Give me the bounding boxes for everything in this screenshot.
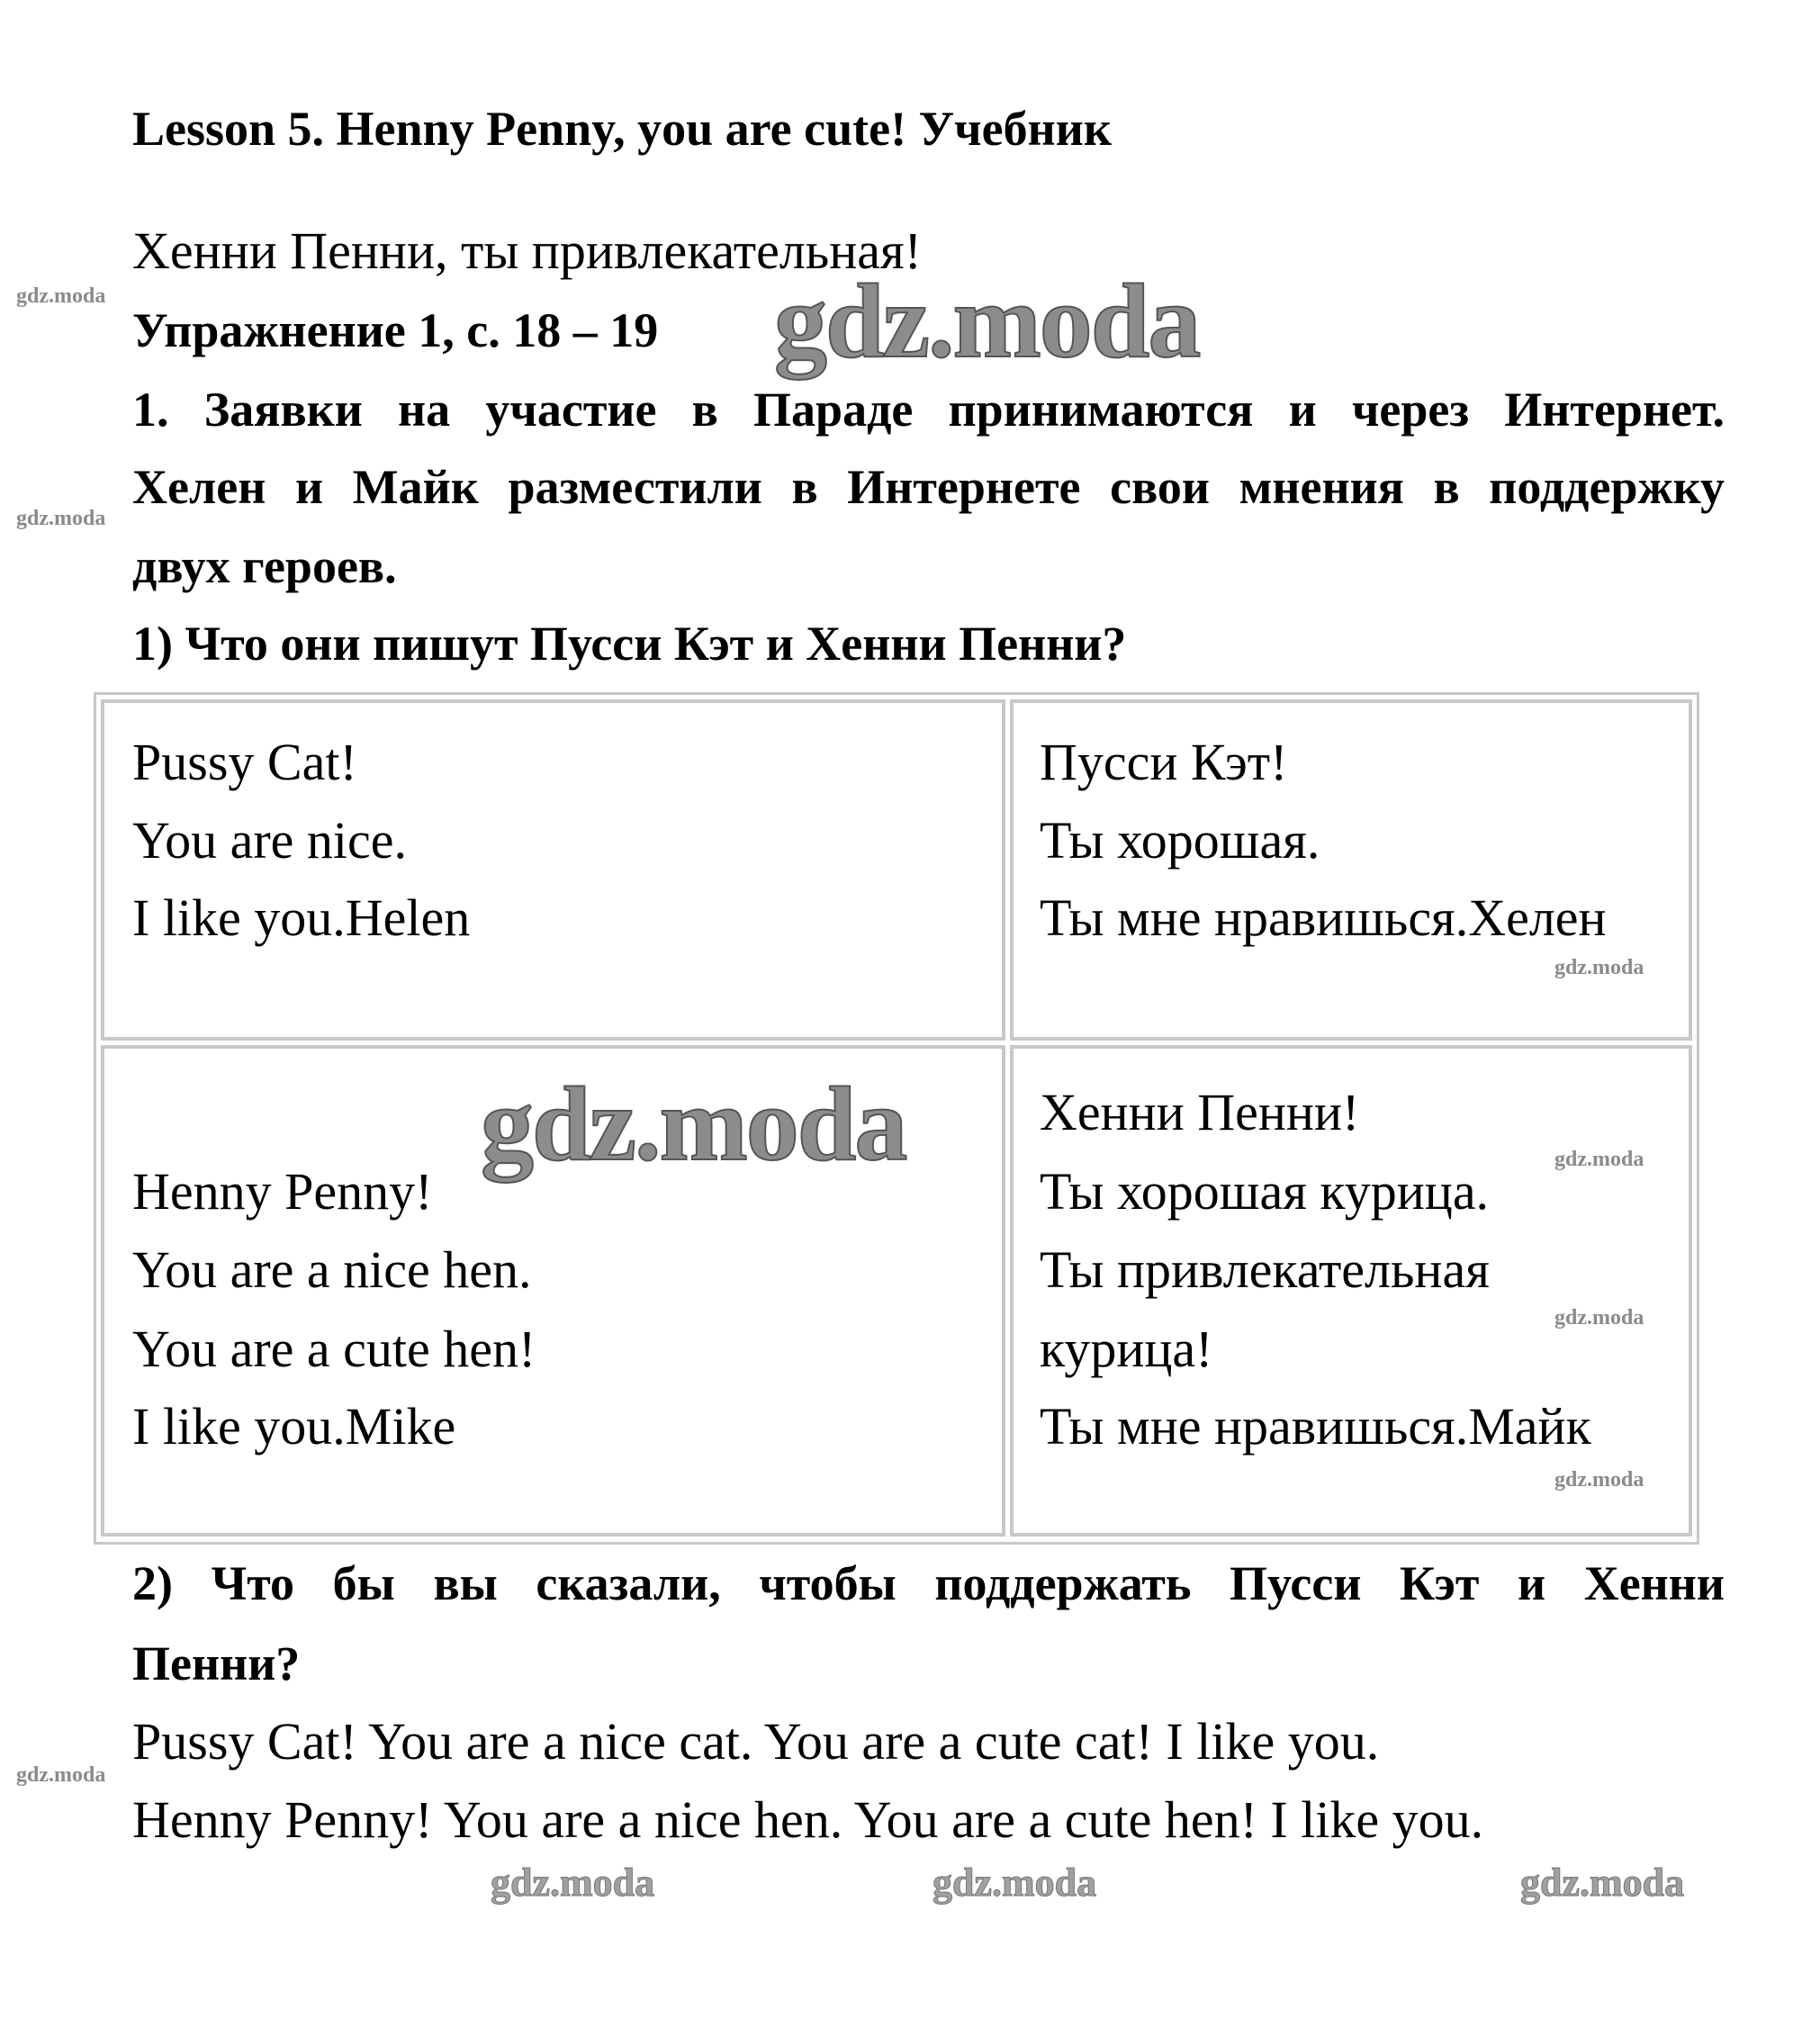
- watermark: gdz.moda: [933, 1861, 1097, 1905]
- exercise-heading: Упражнение 1, с. 18 – 19: [132, 303, 659, 357]
- watermark: gdz.moda: [481, 1065, 906, 1183]
- lesson-title: Lesson 5. Henny Penny, you are cute! Учебник: [132, 102, 1112, 156]
- task-line: двух героев.: [132, 539, 397, 593]
- table-text: Pussy Cat!: [132, 733, 357, 791]
- table-text: You are a nice hen.: [132, 1240, 532, 1299]
- table-text: I like you.Mike: [132, 1397, 456, 1456]
- table-text: You are a cute hen!: [132, 1320, 536, 1378]
- question-2: Пенни?: [132, 1636, 301, 1690]
- watermark: gdz.moda: [1554, 1306, 1644, 1329]
- table-text: курица!: [1040, 1320, 1213, 1378]
- table-text: Пусси Кэт!: [1040, 733, 1288, 791]
- question-2: 2) Что бы вы сказали, чтобы поддержать Пусси Кэт и Хенни: [132, 1556, 1725, 1610]
- answer-line: Pussy Cat! You are a nice cat. You are a cute cat! I like you.: [132, 1712, 1380, 1771]
- table-text: Ты мне нравишься.Майк: [1040, 1397, 1591, 1456]
- watermark: gdz.moda: [16, 284, 106, 308]
- table-text: Henny Penny!: [132, 1162, 433, 1221]
- watermark: gdz.moda: [491, 1861, 655, 1905]
- table-text: Хенни Пенни!: [1040, 1083, 1360, 1141]
- task-line: Хелен и Майк разместили в Интернете свои мнения в поддержку: [132, 460, 1725, 514]
- answer-line: Henny Penny! You are a nice hen. You are a cute hen! I like you.: [132, 1790, 1484, 1849]
- table-text: I like you.Helen: [132, 888, 471, 947]
- question-1: 1) Что они пишут Пусси Кэт и Хенни Пенни?: [132, 617, 1127, 671]
- watermark: gdz.moda: [1520, 1861, 1685, 1905]
- watermark: gdz.moda: [16, 507, 106, 530]
- lesson-subtitle: Хенни Пенни, ты привлекательная!: [132, 221, 922, 280]
- table-text: Ты хорошая.: [1040, 811, 1320, 870]
- watermark: gdz.moda: [774, 262, 1200, 380]
- table-text: You are nice.: [132, 811, 407, 870]
- watermark: gdz.moda: [1554, 1468, 1644, 1492]
- watermark: gdz.moda: [16, 1763, 106, 1787]
- table-text: Ты привлекательная: [1040, 1240, 1490, 1299]
- watermark: gdz.moda: [1554, 1148, 1644, 1171]
- table-text: Ты хорошая курица.: [1040, 1162, 1490, 1221]
- table-text: Ты мне нравишься.Хелен: [1040, 888, 1607, 947]
- watermark: gdz.moda: [1554, 956, 1644, 979]
- task-line: 1. Заявки на участие в Параде принимаются и через Интернет.: [132, 383, 1725, 437]
